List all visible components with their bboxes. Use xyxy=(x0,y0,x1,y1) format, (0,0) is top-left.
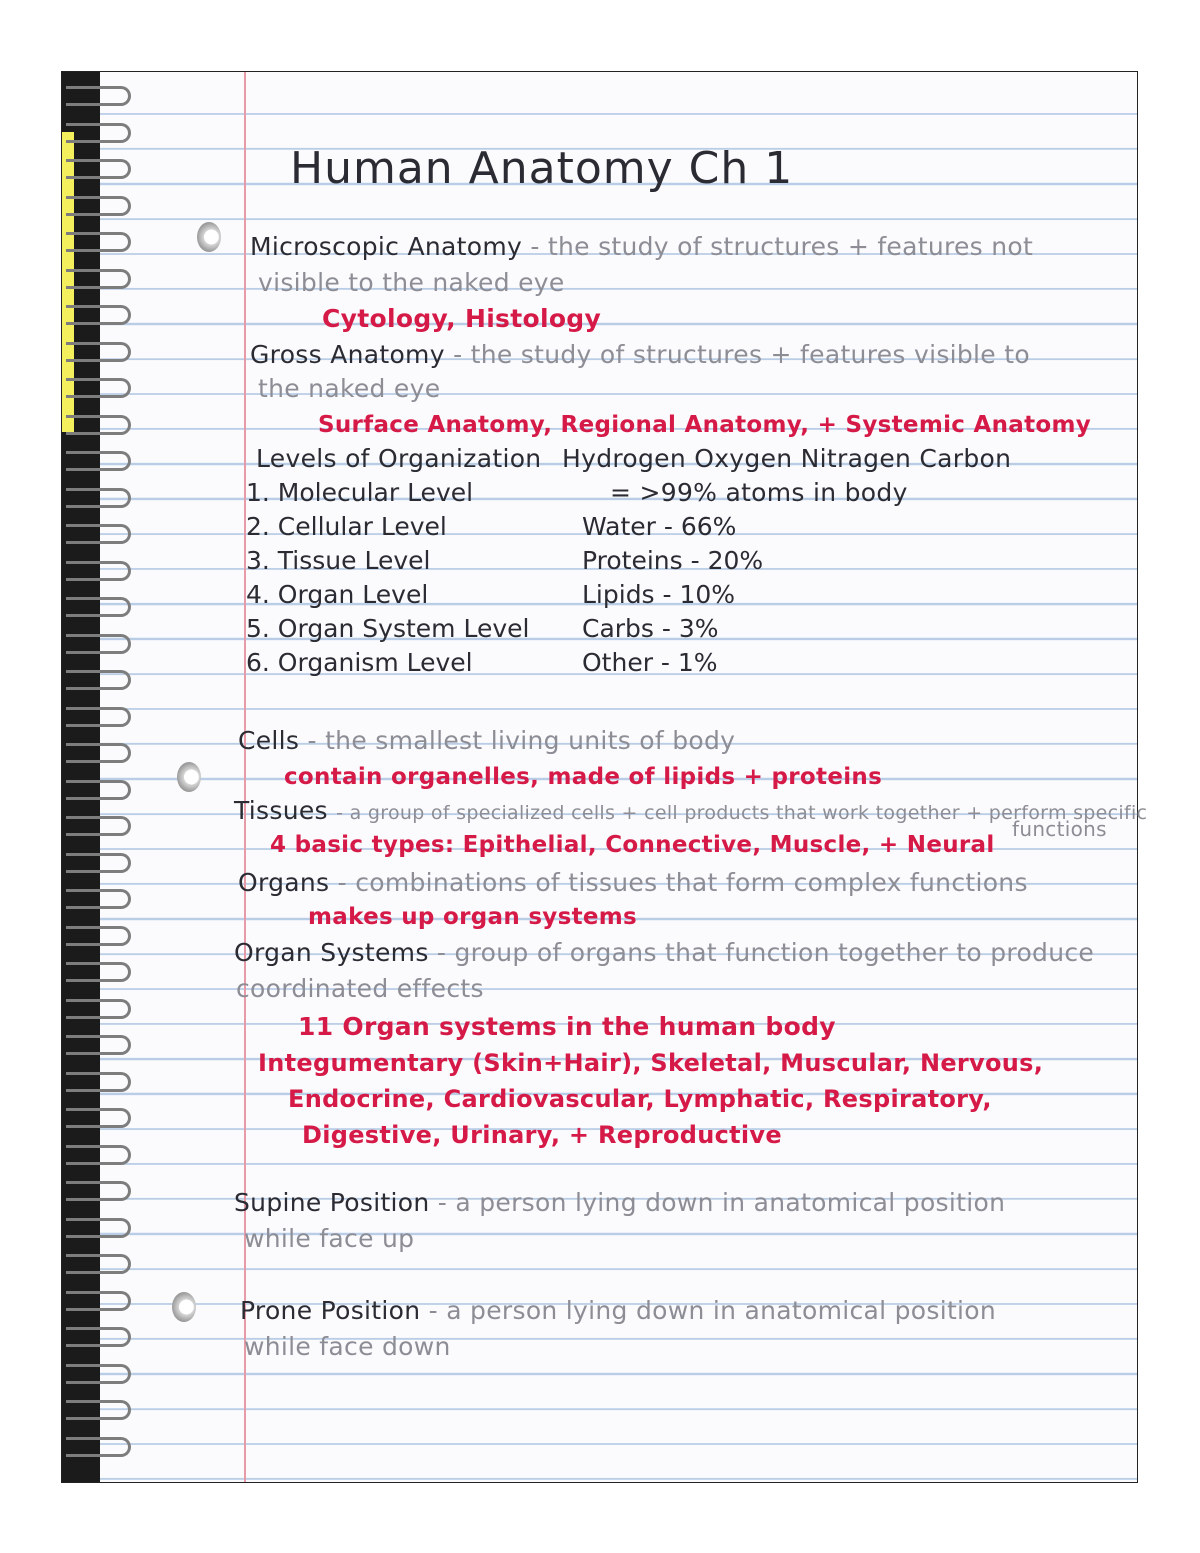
spiral-coil xyxy=(66,999,131,1019)
level-item: 2. Cellular Level xyxy=(246,512,447,541)
organ-systems-term: Organ Systems xyxy=(234,938,429,967)
level-item: 3. Tissue Level xyxy=(246,546,431,575)
microscopic-term: Microscopic Anatomy xyxy=(250,232,523,261)
spiral-coil xyxy=(66,342,131,362)
supine-line xyxy=(234,1186,1005,1220)
spiral-coil xyxy=(66,561,131,581)
organs-note: makes up organ systems xyxy=(308,904,638,930)
spiral-coil xyxy=(66,1400,131,1420)
gross-line xyxy=(250,338,1030,372)
spiral-coil xyxy=(66,1035,131,1055)
punch-hole xyxy=(172,1292,196,1322)
tissues-term: Tissues xyxy=(234,796,328,825)
prone-line xyxy=(240,1294,996,1328)
spiral-coil xyxy=(66,889,131,909)
spiral-coil xyxy=(66,1364,131,1384)
organ-systems-list-2: Endocrine, Cardiovascular, Lymphatic, Respiratory, xyxy=(288,1085,992,1113)
elements-list: Hydrogen Oxygen Nitragen Carbon xyxy=(562,444,1012,473)
gross-examples: Surface Anatomy, Regional Anatomy, + Systemic Anatomy xyxy=(318,412,1092,438)
spiral-coil xyxy=(66,1218,131,1238)
composition-item: Carbs - 3% xyxy=(582,614,719,643)
organ-systems-heading: 11 Organ systems in the human body xyxy=(298,1012,836,1041)
composition-item: Water - 66% xyxy=(582,512,737,541)
microscopic-examples: Cytology, Histology xyxy=(322,304,602,333)
spiral-coil xyxy=(66,634,131,654)
spiral-coil xyxy=(66,670,131,690)
cells-line xyxy=(238,724,735,758)
prone-definition: - a person lying down in anatomical position xyxy=(428,1296,997,1325)
prone-term: Prone Position xyxy=(240,1296,421,1325)
spiral-coil xyxy=(66,597,131,617)
microscopic-definition-cont: visible to the naked eye xyxy=(258,268,565,297)
composition-item: Other - 1% xyxy=(582,648,718,677)
spiral-coil xyxy=(66,232,131,252)
microscopic-definition: - the study of structures + features not xyxy=(530,232,1034,261)
spiral-coil xyxy=(66,1254,131,1274)
spiral-coil xyxy=(66,159,131,179)
spiral-coil xyxy=(66,707,131,727)
cells-definition: - the smallest living units of body xyxy=(307,726,736,755)
organ-systems-list-3: Digestive, Urinary, + Reproductive xyxy=(302,1121,782,1149)
spiral-coil xyxy=(66,269,131,289)
spiral-coil xyxy=(66,1072,131,1092)
tissues-note: 4 basic types: Epithelial, Connective, Muscle, + Neural xyxy=(270,832,995,858)
spiral-coil xyxy=(66,1181,131,1201)
spiral-coil xyxy=(66,780,131,800)
organ-systems-list-1: Integumentary (Skin+Hair), Skeletal, Muscular, Nervous, xyxy=(258,1049,1044,1077)
organs-line xyxy=(238,866,1028,900)
spiral-coil xyxy=(66,305,131,325)
level-item: 6. Organism Level xyxy=(246,648,473,677)
spiral-coil xyxy=(66,378,131,398)
supine-term: Supine Position xyxy=(234,1188,430,1217)
spiral-coil xyxy=(66,1108,131,1128)
spiral-coil xyxy=(66,1327,131,1347)
spiral-coil xyxy=(66,962,131,982)
spiral-coil xyxy=(66,488,131,508)
spiral-coil xyxy=(66,853,131,873)
spiral-coil xyxy=(66,86,131,106)
tissues-line xyxy=(234,794,1147,830)
levels-heading: Levels of Organization xyxy=(256,444,542,473)
organs-definition: - combinations of tissues that form complex functions xyxy=(337,868,1028,897)
supine-definition-cont: while face up xyxy=(244,1224,415,1253)
prone-definition-cont: while face down xyxy=(244,1332,451,1361)
microscopic-line xyxy=(250,230,1033,264)
spiral-coil xyxy=(66,196,131,216)
gross-term: Gross Anatomy xyxy=(250,340,445,369)
tissues-definition: - a group of specialized cells + cell products that work together + perform specific xyxy=(336,802,1148,824)
spiral-coil xyxy=(66,451,131,471)
spiral-coil xyxy=(66,1437,131,1457)
cells-term: Cells xyxy=(238,726,300,755)
spiral-coil xyxy=(66,1145,131,1165)
spiral-coil xyxy=(66,415,131,435)
levels-list xyxy=(246,476,529,680)
elements-note: = >99% atoms in body xyxy=(610,478,908,507)
level-item: 4. Organ Level xyxy=(246,580,429,609)
composition-list xyxy=(582,510,763,680)
spiral-coil xyxy=(66,524,131,544)
gross-definition-cont: the naked eye xyxy=(258,374,441,403)
supine-definition: - a person lying down in anatomical position xyxy=(437,1188,1006,1217)
margin-line xyxy=(244,72,246,1482)
organs-term: Organs xyxy=(238,868,330,897)
notebook-page xyxy=(62,72,1148,1482)
organ-systems-definition-cont: coordinated effects xyxy=(236,974,484,1003)
organ-systems-line xyxy=(234,936,1094,970)
punch-hole xyxy=(197,222,221,252)
spiral-coil xyxy=(66,816,131,836)
page-title: Human Anatomy Ch 1 xyxy=(290,143,794,194)
composition-item: Lipids - 10% xyxy=(582,580,736,609)
level-item: 5. Organ System Level xyxy=(246,614,530,643)
organ-systems-definition: - group of organs that function together to produce xyxy=(436,938,1095,967)
gross-definition: - the study of structures + features visible to xyxy=(453,340,1030,369)
punch-hole xyxy=(177,762,201,792)
spiral-coil xyxy=(66,743,131,763)
composition-item: Proteins - 20% xyxy=(582,546,764,575)
cells-note: contain organelles, made of lipids + proteins xyxy=(284,764,883,790)
spiral-coil xyxy=(66,926,131,946)
spiral-coil xyxy=(66,123,131,143)
tissues-definition-cont: functions xyxy=(1012,817,1107,841)
spiral-coil xyxy=(66,1291,131,1311)
level-item: 1. Molecular Level xyxy=(246,478,474,507)
